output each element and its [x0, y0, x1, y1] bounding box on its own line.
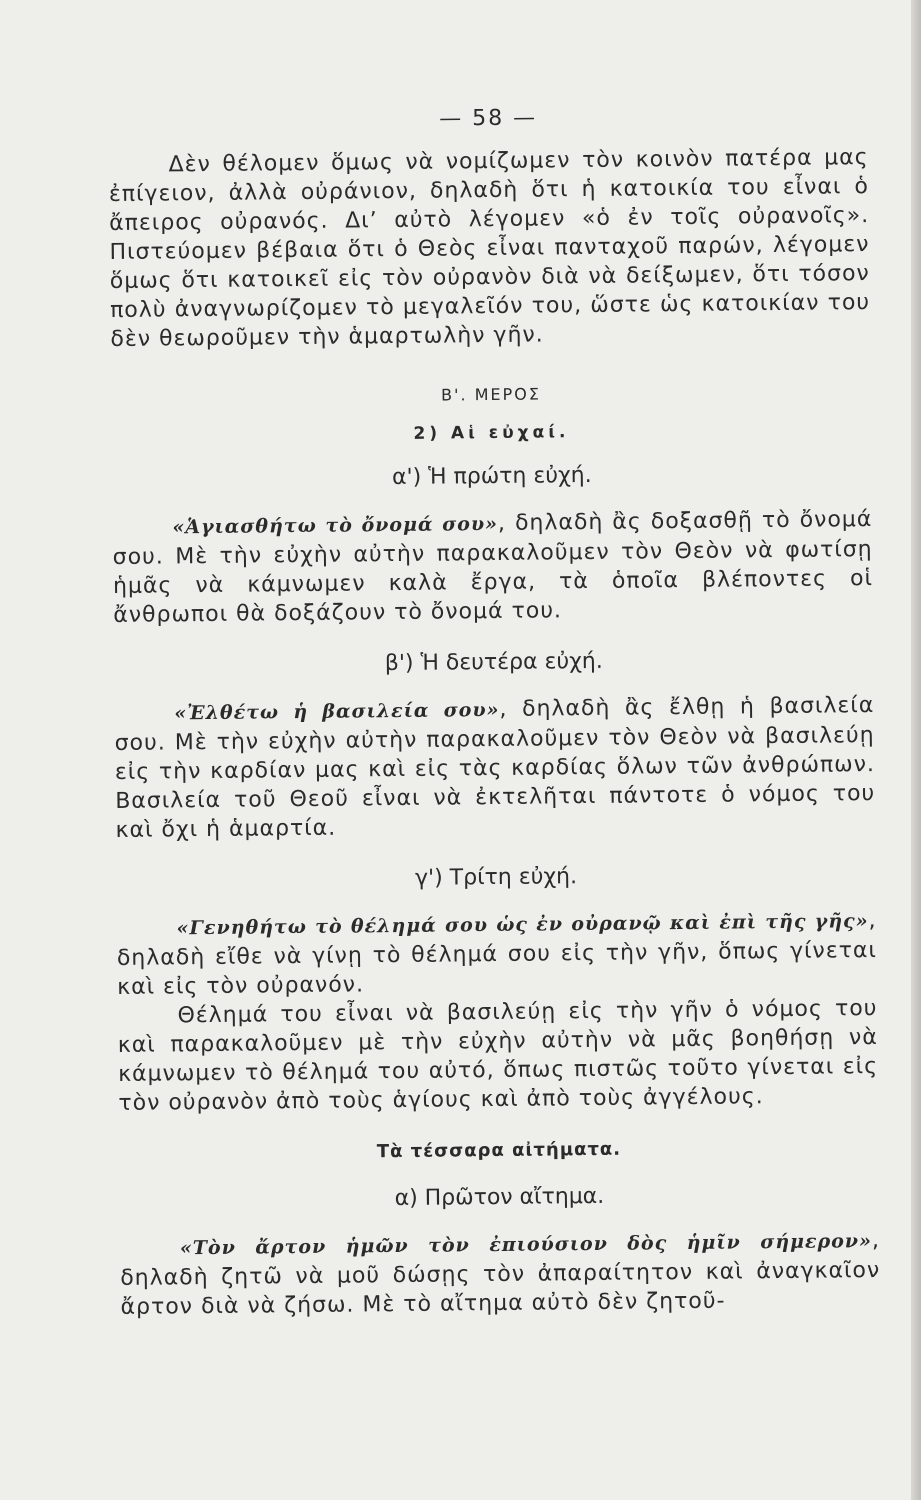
prayer-1-paragraph: [112, 505, 873, 630]
page-number: — 58 —: [439, 105, 538, 132]
prayer-2-text: , δηλαδὴ ἂς ἔλθῃ ἡ βασιλεία σου. Μὲ τὴν εὐχὴν αὐτὴν παρακαλοῦμεν τὸν Θεὸν νὰ βασιλεύῃ εἰς τὴν καρδίαν μας καὶ εἰς τὰς καρδίας ὅλων τῶν ἀνθρώπων. Βασιλεία τοῦ Θεοῦ εἶναι νὰ ἐκτελῆται πάντοτε ὁ νόμος του καὶ ὄχι ἡ ἁμαρτία.: [114, 693, 876, 843]
part-heading: Β'. ΜΕΡΟΣ: [441, 384, 542, 405]
prayer-1-heading: α') Ἡ πρώτη εὐχή.: [391, 462, 592, 491]
request-1-heading: α) Πρῶτον αἴτημα.: [394, 1183, 605, 1212]
request-1-paragraph: [120, 1226, 881, 1322]
requests-heading: Τὰ τέσσαρα αἰτήματα.: [376, 1138, 622, 1163]
prayer-2-paragraph: [114, 691, 875, 845]
section-heading: 2) Αἱ εὐχαί.: [413, 422, 570, 444]
request-1-text: , δηλαδὴ ζητῶ νὰ μοῦ δώσῃς τὸν ἀπαραίτητον καὶ ἀναγκαῖον ἄρτον διὰ νὰ ζήσω. Μὲ τὸ αἴτημα αὐτὸ δὲν ζητοῦ-: [120, 1227, 881, 1320]
prayer-3-text: , δηλαδὴ εἴθε νὰ γίνῃ τὸ θέλημά σου εἰς τὴν γῆν, ὅπως γίνεται καὶ εἰς τὸν οὐρανόν.: [116, 907, 877, 1000]
prayer-3-quote: «Γενηθήτω τὸ θέλημά σου ὡς ἐν οὐρανῷ καὶ ἐπὶ τῆς γῆς»: [176, 910, 869, 940]
prayer-2-quote: «Ἐλθέτω ἡ βασιλεία σου»: [174, 698, 500, 725]
page-edge-shadow: [911, 0, 921, 1500]
text-column: [108, 100, 881, 1344]
prayer-3: [116, 859, 879, 1118]
prayer-3-heading: γ') Τρίτη εὐχή.: [414, 864, 578, 891]
request-1-quote: «Τὸν ἄρτον ἡμῶν τὸν ἐπιούσιον δὸς ἡμῖν σήμερον»: [179, 1230, 873, 1260]
prayer-1-text: , δηλαδὴ ἂς δοξασθῇ τὸ ὄνομά σου. Μὲ τὴν εὐχὴν αὐτὴν παρακαλοῦμεν τὸν Θεὸν νὰ φωτίσῃ ἡμᾶς νὰ κάμνωμεν καλὰ ἔργα, τὰ ὁποῖα βλέποντες οἱ ἄνθρωποι θὰ δοξάζουν τὸ ὄνομά του.: [112, 507, 874, 628]
prayer-2: [114, 644, 876, 845]
prayer-2-heading: β') Ἡ δευτέρα εὐχή.: [384, 648, 603, 677]
prayer-1-quote: «Ἁγιασθήτω τὸ ὄνομά σου»: [172, 512, 499, 539]
intro-paragraph: Δὲν θέλομεν ὅμως νὰ νομίζωμεν τὸν κοινὸν πατέρα μας ἐπίγειον, ἀλλὰ οὐράνιον, δηλαδὴ ὅτι ἡ κατοικία του εἶναι ὁ ἄπειρος οὐρανός. Διʼ αὐτὸ λέγομεν «ὁ ἐν τοῖς οὐρανοῖς». Πιστεύομεν βέβαια ὅτι ὁ Θεὸς εἶναι πανταχοῦ παρών, λέγομεν ὅμως ὅτι κατοικεῖ εἰς τὸν οὐρανὸν διὰ νὰ δείξωμεν, ὅτι τόσον πολὺ ἀναγνωρίζομεν τὸ μεγαλεῖόν του, ὥστε ὡς κατοικίαν του δὲν θεωροῦμεν τὴν ἁμαρτωλὴν γῆν.: [108, 145, 871, 352]
prayer-3-extra-paragraph: Θέλημά του εἶναι νὰ βασιλεύῃ εἰς τὴν γῆν ὁ νόμος του καὶ παρακαλοῦμεν μὲ τὴν εὐχὴν αὐτὴν νὰ μᾶς βοηθήσῃ νὰ κάμνωμεν τὸ θέλημά του αὐτό, ὅπως πιστῶς τοῦτο γίνεται εἰς τὸν οὐρανὸν ἀπὸ τοὺς ἁγίους καὶ ἀπὸ τοὺς ἀγγέλους.: [117, 995, 879, 1116]
prayer-3-paragraph: [116, 906, 877, 1002]
prayer-1: [112, 458, 874, 630]
request-1: [119, 1179, 880, 1322]
